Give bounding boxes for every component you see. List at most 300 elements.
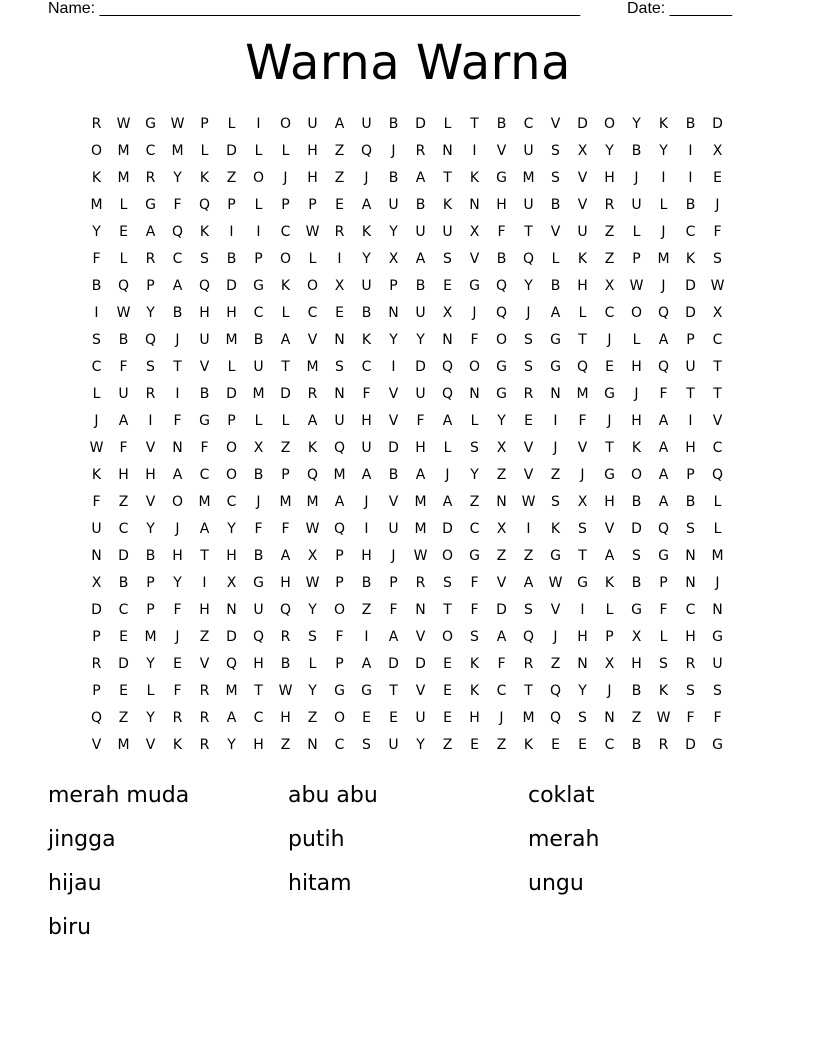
grid-letter: I	[202, 575, 207, 591]
grid-letter: C	[226, 494, 237, 510]
grid-letter: L	[632, 224, 641, 240]
grid-letter: J	[94, 413, 99, 429]
word-list-item: abu abu	[288, 783, 378, 808]
grid-letter: S	[470, 629, 479, 645]
grid-letter: Y	[227, 737, 236, 753]
grid-letter: Z	[496, 548, 507, 564]
grid-letter: X	[496, 440, 507, 456]
grid-letter: F	[713, 710, 722, 726]
grid-letter: S	[578, 521, 587, 537]
grid-letter: E	[713, 170, 722, 186]
grid-letter: T	[524, 224, 533, 240]
grid-letter: B	[172, 305, 183, 321]
grid-letter: M	[171, 143, 184, 159]
grid-letter: A	[415, 467, 426, 483]
grid-letter: H	[469, 710, 480, 726]
grid-letter: V	[577, 170, 588, 186]
grid-letter: M	[225, 683, 238, 699]
grid-letter: Y	[416, 737, 425, 753]
grid-letter: G	[550, 332, 561, 348]
grid-letter: D	[226, 386, 237, 402]
grid-letter: S	[92, 332, 101, 348]
grid-letter: A	[307, 413, 318, 429]
grid-letter: L	[227, 359, 236, 375]
grid-letter: D	[577, 116, 588, 132]
grid-letter: F	[389, 602, 398, 618]
grid-letter: Q	[657, 359, 670, 375]
grid-letter: F	[470, 575, 479, 591]
grid-letter: A	[415, 251, 426, 267]
grid-letter: K	[550, 521, 561, 537]
grid-letter: E	[173, 656, 182, 672]
grid-letter: U	[415, 386, 426, 402]
grid-letter: H	[253, 656, 264, 672]
grid-letter: C	[172, 251, 183, 267]
grid-letter: F	[173, 413, 182, 429]
grid-letter: V	[712, 413, 723, 429]
grid-letter: A	[442, 413, 453, 429]
grid-letter: D	[280, 386, 291, 402]
grid-letter: A	[172, 278, 183, 294]
grid-letter: R	[415, 143, 426, 159]
grid-letter: Z	[280, 440, 291, 456]
grid-letter: C	[280, 224, 291, 240]
grid-letter: C	[712, 332, 723, 348]
word-list	[48, 780, 768, 956]
grid-letter: M	[414, 521, 427, 537]
grid-letter: A	[199, 521, 210, 537]
grid-letter: Z	[334, 143, 345, 159]
grid-letter: M	[711, 548, 724, 564]
grid-letter: T	[605, 440, 614, 456]
grid-letter: P	[605, 629, 614, 645]
grid-letter: O	[279, 116, 292, 132]
grid-letter: L	[551, 251, 560, 267]
grid-letter: A	[415, 170, 426, 186]
grid-letter: R	[334, 224, 345, 240]
grid-letter: J	[175, 629, 180, 645]
grid-letter: H	[361, 413, 372, 429]
grid-letter: Q	[441, 359, 454, 375]
grid-letter: J	[175, 521, 180, 537]
grid-letter: N	[172, 440, 183, 456]
grid-letter: B	[253, 467, 264, 483]
grid-letter: U	[388, 737, 399, 753]
grid-letter: M	[576, 386, 589, 402]
grid-letter: S	[686, 521, 695, 537]
grid-row	[83, 543, 733, 570]
grid-letter: Z	[199, 629, 210, 645]
grid-letter: N	[388, 305, 399, 321]
grid-letter: M	[522, 170, 535, 186]
grid-row	[83, 462, 733, 489]
grid-letter: N	[442, 143, 453, 159]
grid-letter: A	[118, 413, 129, 429]
grid-letter: K	[604, 575, 615, 591]
grid-letter: Y	[146, 710, 155, 726]
grid-letter: B	[361, 305, 372, 321]
grid-letter: U	[253, 359, 264, 375]
grid-letter: Q	[198, 278, 211, 294]
grid-letter: U	[577, 224, 588, 240]
grid-row	[83, 354, 733, 381]
word-list-item: ungu	[528, 871, 584, 896]
grid-letter: J	[661, 278, 666, 294]
grid-letter: C	[523, 116, 534, 132]
grid-letter: B	[388, 170, 399, 186]
grid-letter: U	[199, 332, 210, 348]
grid-letter: G	[496, 359, 507, 375]
grid-letter: B	[631, 143, 642, 159]
grid-letter: P	[146, 278, 155, 294]
grid-letter: Q	[495, 305, 508, 321]
grid-letter: J	[256, 494, 261, 510]
grid-letter: G	[469, 278, 480, 294]
grid-letter: V	[388, 386, 399, 402]
grid-letter: R	[604, 197, 615, 213]
grid-letter: Q	[333, 521, 346, 537]
grid-letter: F	[497, 224, 506, 240]
grid-letter: F	[659, 602, 668, 618]
grid-letter: R	[307, 386, 318, 402]
grid-letter: H	[226, 548, 237, 564]
grid-letter: F	[92, 494, 101, 510]
grid-letter: J	[472, 305, 477, 321]
grid-letter: L	[605, 602, 614, 618]
grid-letter: U	[361, 116, 372, 132]
grid-letter: P	[686, 467, 695, 483]
grid-letter: J	[661, 224, 666, 240]
grid-letter: O	[441, 548, 454, 564]
grid-letter: S	[470, 440, 479, 456]
grid-letter: O	[306, 278, 319, 294]
grid-letter: E	[578, 737, 587, 753]
grid-letter: S	[713, 251, 722, 267]
grid-letter: P	[308, 197, 317, 213]
grid-letter: G	[145, 116, 156, 132]
grid-letter: Y	[389, 224, 398, 240]
grid-letter: L	[659, 629, 668, 645]
grid-letter: I	[688, 170, 693, 186]
grid-letter: O	[225, 440, 238, 456]
grid-letter: L	[713, 521, 722, 537]
grid-row	[83, 489, 733, 516]
grid-letter: Z	[550, 656, 561, 672]
grid-letter: R	[415, 575, 426, 591]
grid-letter: E	[335, 305, 344, 321]
grid-letter: D	[226, 278, 237, 294]
grid-letter: D	[712, 116, 723, 132]
grid-letter: K	[469, 170, 480, 186]
grid-letter: K	[280, 278, 291, 294]
grid-letter: W	[116, 305, 131, 321]
grid-letter: V	[577, 197, 588, 213]
grid-letter: V	[307, 332, 318, 348]
grid-letter: L	[92, 386, 101, 402]
grid-letter: N	[496, 494, 507, 510]
grid-letter: K	[658, 116, 669, 132]
grid-letter: P	[389, 575, 398, 591]
grid-letter: R	[91, 116, 102, 132]
grid-letter: D	[631, 521, 642, 537]
grid-letter: E	[470, 737, 479, 753]
grid-letter: S	[524, 359, 533, 375]
grid-letter: L	[578, 305, 587, 321]
grid-letter: O	[441, 629, 454, 645]
grid-letter: L	[281, 143, 290, 159]
grid-letter: R	[685, 656, 696, 672]
grid-letter: X	[307, 548, 318, 564]
grid-letter: E	[443, 710, 452, 726]
grid-letter: X	[496, 521, 507, 537]
grid-letter: B	[388, 116, 399, 132]
grid-letter: I	[688, 413, 693, 429]
grid-letter: K	[685, 251, 696, 267]
grid-letter: Q	[171, 224, 184, 240]
grid-letter: X	[577, 494, 588, 510]
grid-letter: G	[550, 359, 561, 375]
grid-letter: L	[254, 143, 263, 159]
grid-letter: N	[226, 602, 237, 618]
grid-letter: G	[550, 548, 561, 564]
grid-letter: P	[335, 548, 344, 564]
grid-letter: Z	[496, 467, 507, 483]
grid-letter: Z	[523, 548, 534, 564]
grid-letter: A	[280, 332, 291, 348]
grid-letter: H	[604, 494, 615, 510]
grid-letter: V	[199, 359, 210, 375]
grid-letter: P	[227, 197, 236, 213]
grid-letter: O	[252, 170, 265, 186]
grid-letter: B	[388, 467, 399, 483]
grid-row	[83, 624, 733, 651]
grid-letter: F	[173, 683, 182, 699]
grid-letter: E	[443, 278, 452, 294]
grid-letter: X	[712, 305, 723, 321]
grid-letter: J	[391, 548, 396, 564]
grid-letter: T	[200, 548, 209, 564]
grid-letter: M	[117, 737, 130, 753]
grid-letter: Y	[146, 521, 155, 537]
grid-letter: R	[145, 251, 156, 267]
grid-letter: L	[200, 143, 209, 159]
grid-letter: A	[361, 656, 372, 672]
grid-letter: M	[333, 467, 346, 483]
grid-letter: F	[686, 710, 695, 726]
grid-letter: B	[280, 656, 291, 672]
grid-letter: G	[469, 548, 480, 564]
grid-letter: K	[442, 197, 453, 213]
grid-letter: H	[199, 305, 210, 321]
grid-letter: K	[91, 170, 102, 186]
grid-letter: H	[631, 359, 642, 375]
grid-letter: H	[577, 629, 588, 645]
grid-letter: A	[280, 548, 291, 564]
grid-letter: M	[522, 710, 535, 726]
grid-letter: H	[307, 143, 318, 159]
grid-letter: T	[686, 386, 695, 402]
word-list-item: putih	[288, 827, 345, 852]
grid-letter: A	[658, 494, 669, 510]
grid-letter: U	[631, 197, 642, 213]
grid-letter: C	[334, 737, 345, 753]
grid-letter: K	[658, 683, 669, 699]
grid-letter: O	[171, 494, 184, 510]
grid-letter: F	[578, 413, 587, 429]
grid-letter: Q	[441, 386, 454, 402]
grid-letter: Y	[578, 683, 587, 699]
grid-letter: R	[523, 386, 534, 402]
grid-letter: V	[469, 251, 480, 267]
grid-letter: D	[226, 143, 237, 159]
grid-letter: Q	[333, 440, 346, 456]
page-title: Warna Warna	[245, 35, 571, 91]
grid-letter: C	[469, 521, 480, 537]
grid-letter: P	[686, 332, 695, 348]
grid-letter: N	[550, 386, 561, 402]
grid-letter: I	[337, 251, 342, 267]
grid-letter: U	[712, 656, 723, 672]
grid-letter: E	[443, 656, 452, 672]
grid-letter: S	[551, 494, 560, 510]
grid-row	[83, 192, 733, 219]
grid-letter: W	[548, 575, 563, 591]
grid-letter: W	[629, 278, 644, 294]
grid-letter: S	[551, 170, 560, 186]
grid-letter: D	[388, 440, 399, 456]
grid-letter: J	[445, 467, 450, 483]
grid-letter: M	[117, 143, 130, 159]
grid-letter: U	[388, 197, 399, 213]
grid-letter: H	[415, 440, 426, 456]
grid-letter: H	[685, 629, 696, 645]
grid-row	[83, 705, 733, 732]
grid-letter: W	[305, 521, 320, 537]
grid-letter: R	[172, 710, 183, 726]
grid-letter: X	[604, 656, 615, 672]
grid-letter: Y	[659, 143, 668, 159]
grid-letter: D	[685, 278, 696, 294]
grid-letter: A	[604, 548, 615, 564]
grid-letter: B	[550, 197, 561, 213]
grid-letter: C	[604, 305, 615, 321]
grid-letter: J	[580, 467, 585, 483]
grid-letter: R	[280, 629, 291, 645]
grid-letter: L	[146, 683, 155, 699]
grid-letter: J	[553, 440, 558, 456]
grid-letter: G	[604, 386, 615, 402]
grid-letter: P	[92, 683, 101, 699]
grid-letter: F	[362, 386, 371, 402]
grid-letter: N	[334, 386, 345, 402]
grid-letter: A	[334, 494, 345, 510]
grid-letter: P	[389, 278, 398, 294]
grid-letter: I	[472, 143, 477, 159]
grid-letter: H	[361, 548, 372, 564]
grid-row	[83, 408, 733, 435]
grid-letter: I	[256, 116, 261, 132]
word-list-item: coklat	[528, 783, 595, 808]
grid-letter: S	[524, 602, 533, 618]
grid-letter: C	[685, 224, 696, 240]
grid-letter: F	[416, 413, 425, 429]
grid-letter: I	[175, 386, 180, 402]
grid-letter: A	[172, 467, 183, 483]
grid-letter: K	[469, 656, 480, 672]
grid-letter: J	[364, 170, 369, 186]
grid-letter: Q	[90, 710, 103, 726]
grid-letter: X	[253, 440, 264, 456]
grid-letter: J	[634, 170, 639, 186]
grid-letter: U	[685, 359, 696, 375]
grid-letter: V	[496, 143, 507, 159]
grid-letter: N	[604, 710, 615, 726]
grid-letter: P	[92, 629, 101, 645]
grid-letter: L	[470, 413, 479, 429]
grid-letter: A	[658, 332, 669, 348]
grid-row	[83, 300, 733, 327]
grid-letter: S	[632, 548, 641, 564]
grid-letter: U	[442, 224, 453, 240]
grid-letter: B	[685, 197, 696, 213]
grid-letter: S	[443, 251, 452, 267]
grid-letter: K	[631, 440, 642, 456]
grid-letter: W	[656, 710, 671, 726]
grid-letter: E	[524, 413, 533, 429]
grid-letter: N	[685, 548, 696, 564]
grid-letter: J	[553, 629, 558, 645]
grid-letter: S	[146, 359, 155, 375]
grid-letter: K	[577, 251, 588, 267]
grid-row	[83, 651, 733, 678]
grid-letter: J	[364, 494, 369, 510]
grid-letter: B	[415, 197, 426, 213]
grid-letter: C	[685, 602, 696, 618]
grid-letter: Q	[306, 467, 319, 483]
grid-letter: D	[685, 305, 696, 321]
grid-letter: B	[91, 278, 102, 294]
grid-letter: V	[604, 521, 615, 537]
grid-letter: L	[227, 116, 236, 132]
grid-letter: H	[145, 467, 156, 483]
grid-letter: B	[118, 575, 129, 591]
grid-letter: C	[253, 710, 264, 726]
grid-letter: Z	[226, 170, 237, 186]
grid-letter: Q	[279, 602, 292, 618]
grid-letter: M	[306, 359, 319, 375]
grid-row	[83, 219, 733, 246]
grid-letter: H	[307, 170, 318, 186]
grid-letter: Q	[117, 278, 130, 294]
grid-letter: Q	[549, 683, 562, 699]
grid-letter: Z	[280, 737, 291, 753]
grid-letter: O	[495, 332, 508, 348]
grid-letter: U	[388, 521, 399, 537]
grid-letter: L	[308, 656, 317, 672]
grid-letter: B	[145, 548, 156, 564]
grid-letter: Z	[334, 170, 345, 186]
grid-letter: A	[145, 224, 156, 240]
grid-row	[83, 327, 733, 354]
grid-letter: V	[388, 413, 399, 429]
word-list-item: biru	[48, 915, 92, 940]
grid-letter: K	[172, 737, 183, 753]
grid-letter: X	[91, 575, 102, 591]
grid-letter: Q	[225, 656, 238, 672]
grid-letter: A	[658, 467, 669, 483]
grid-letter: Z	[604, 224, 615, 240]
grid-letter: B	[415, 278, 426, 294]
